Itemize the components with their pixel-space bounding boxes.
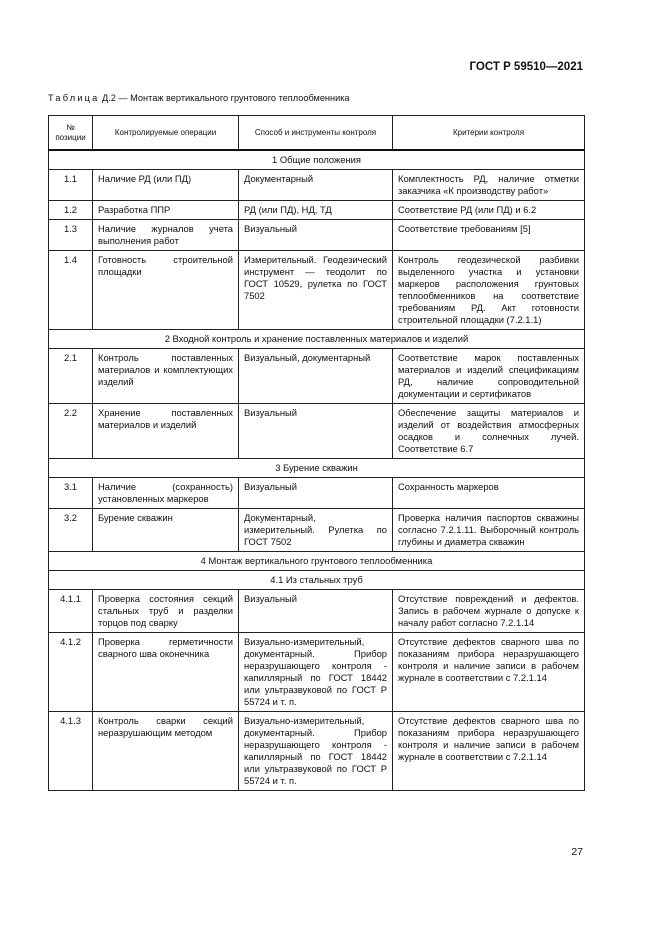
cell-operation: Хранение поставленных материалов и изделий — [93, 404, 239, 459]
cell-operation: Проверка герметичности сварного шва оконечника — [93, 633, 239, 712]
table-row — [49, 633, 585, 712]
col-header-method: Способ и инструменты контроля — [239, 116, 393, 151]
cell-operation: Наличие журналов учета выполнения работ — [93, 220, 239, 251]
cell-criteria: Обеспечение защиты материалов и изделий от воздействия атмосферных осадков и солнечных лучей. Соответствие 6.7 — [393, 404, 585, 459]
section-row — [49, 552, 585, 571]
cell-operation: Контроль сварки секций неразрушающим методом — [93, 712, 239, 791]
cell-method: Визуальный — [239, 220, 393, 251]
cell-operation: Бурение скважин — [93, 509, 239, 552]
cell-operation: Наличие РД (или ПД) — [93, 170, 239, 201]
table-row — [49, 170, 585, 201]
caption-title: Д.2 — Монтаж вертикального грунтового теплообменника — [99, 93, 350, 103]
cell-criteria: Отсутствие дефектов сварного шва по показаниям прибора неразрушающего контроля и наличие записи в рабочем журнале в соответствии с 7.2.1.14 — [393, 633, 585, 712]
cell-criteria: Комплектность РД, наличие отметки заказчика «К производству работ» — [393, 170, 585, 201]
table-caption — [48, 93, 350, 103]
table-row — [49, 590, 585, 633]
cell-operation: Готовность строительной площадки — [93, 251, 239, 330]
page-number: 27 — [571, 846, 583, 858]
cell-operation: Наличие (сохранность) установленных маркеров — [93, 478, 239, 509]
cell-position: 4.1.1 — [49, 590, 93, 633]
cell-operation: Проверка состояния секций стальных труб и разделки торцов под сварку — [93, 590, 239, 633]
table-row — [49, 349, 585, 404]
col-header-position: № позиции — [49, 116, 93, 151]
cell-position: 3.1 — [49, 478, 93, 509]
section-row — [49, 459, 585, 478]
section-title: 2 Входной контроль и хранение поставленных материалов и изделий — [49, 330, 585, 349]
table-row — [49, 478, 585, 509]
cell-method: Измерительный. Геодезический инструмент — теодолит по ГОСТ 10529, рулетка по ГОСТ 7502 — [239, 251, 393, 330]
cell-position: 2.2 — [49, 404, 93, 459]
cell-criteria: Контроль геодезической разбивки выделенного участка и установки маркеров расположения грунтовых теплообменников на соответствие требованиям РД. Акт готовности строительной площадки (7.2.1.1) — [393, 251, 585, 330]
section-row — [49, 330, 585, 349]
cell-method: Визуальный — [239, 478, 393, 509]
cell-method: РД (или ПД), НД, ТД — [239, 201, 393, 220]
cell-position: 1.1 — [49, 170, 93, 201]
table-row — [49, 220, 585, 251]
cell-criteria: Соответствие марок поставленных материалов и изделий спецификациям РД, наличие сопроводительной документации и сертификатов — [393, 349, 585, 404]
table-row — [49, 201, 585, 220]
cell-method: Визуально-измерительный, документарный. Прибор неразрушающего контроля - капиллярный по ГОСТ 18442 или ультразвуковой по ГОСТ Р 55724 и т. п. — [239, 633, 393, 712]
section-title: 1 Общие положения — [49, 150, 585, 170]
cell-method: Документарный, измерительный. Рулетка по ГОСТ 7502 — [239, 509, 393, 552]
cell-method: Визуальный — [239, 590, 393, 633]
cell-criteria: Соответствие РД (или ПД) и 6.2 — [393, 201, 585, 220]
cell-position: 4.1.3 — [49, 712, 93, 791]
cell-criteria: Проверка наличия паспортов скважины согласно 7.2.1.11. Выборочный контроль глубины и диаметра скважин — [393, 509, 585, 552]
cell-method: Визуальный, документарный — [239, 349, 393, 404]
standard-number: ГОСТ Р 59510—2021 — [469, 61, 583, 73]
section-row — [49, 150, 585, 170]
cell-position: 1.4 — [49, 251, 93, 330]
cell-method: Визуальный — [239, 404, 393, 459]
cell-position: 3.2 — [49, 509, 93, 552]
cell-criteria: Соответствие требованиям [5] — [393, 220, 585, 251]
section-title: 4 Монтаж вертикального грунтового теплообменника — [49, 552, 585, 571]
control-table — [48, 115, 585, 791]
table-row — [49, 251, 585, 330]
section-title: 3 Бурение скважин — [49, 459, 585, 478]
cell-operation: Разработка ППР — [93, 201, 239, 220]
cell-position: 1.2 — [49, 201, 93, 220]
caption-prefix: Таблица — [48, 93, 100, 103]
col-header-operations: Контролируемые операции — [93, 116, 239, 151]
cell-criteria: Отсутствие дефектов сварного шва по показаниям прибора неразрушающего контроля и наличие записи в рабочем журнале в соответствии с 7.2.1.14 — [393, 712, 585, 791]
cell-method: Документарный — [239, 170, 393, 201]
cell-position: 1.3 — [49, 220, 93, 251]
cell-position: 4.1.2 — [49, 633, 93, 712]
subsection-title: 4.1 Из стальных труб — [49, 571, 585, 590]
cell-position: 2.1 — [49, 349, 93, 404]
table-header-row — [49, 116, 585, 151]
table-row — [49, 509, 585, 552]
cell-operation: Контроль поставленных материалов и комплектующих изделий — [93, 349, 239, 404]
cell-criteria: Отсутствие повреждений и дефектов. Запись в рабочем журнале о допуске к началу работ согласно 7.2.1.14 — [393, 590, 585, 633]
cell-criteria: Сохранность маркеров — [393, 478, 585, 509]
col-header-criteria: Критерии контроля — [393, 116, 585, 151]
subsection-row — [49, 571, 585, 590]
table-row — [49, 404, 585, 459]
table-row — [49, 712, 585, 791]
cell-method: Визуально-измерительный, документарный. Прибор неразрушающего контроля - капиллярный по ГОСТ 18442 или ультразвуковой по ГОСТ Р 55724 и т. п. — [239, 712, 393, 791]
